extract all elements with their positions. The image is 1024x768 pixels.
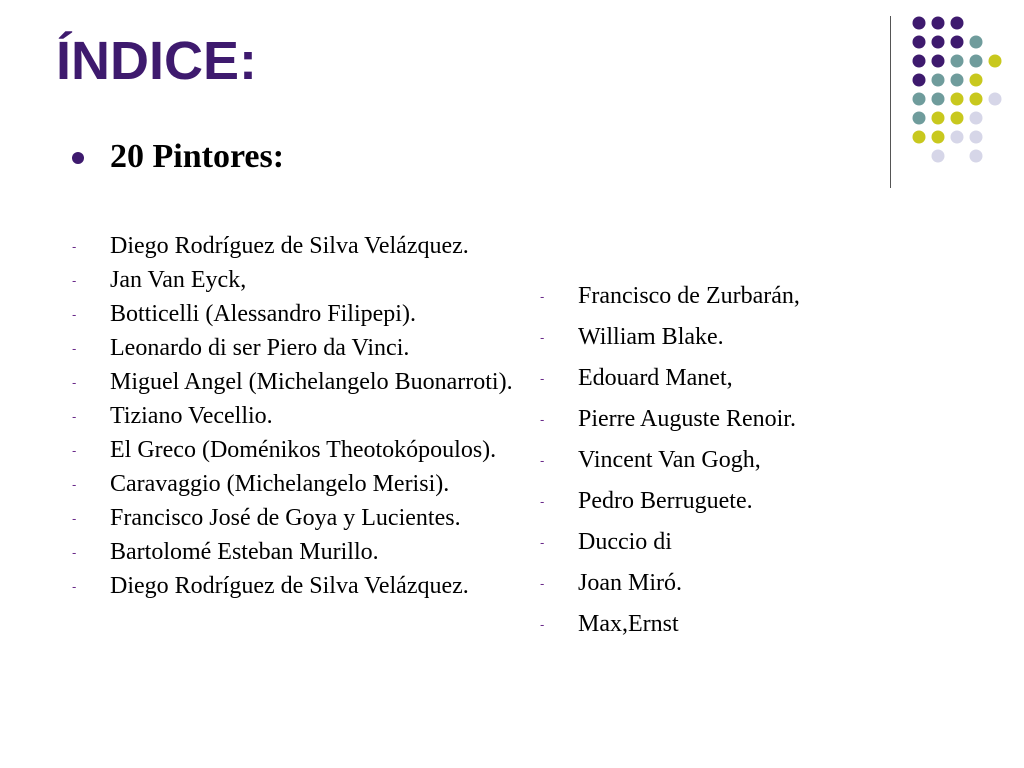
decorative-dot	[913, 55, 926, 68]
painter-name: Edouard Manet,	[578, 365, 733, 391]
painter-name: Max,Ernst	[578, 611, 679, 637]
decorative-dot	[951, 93, 964, 106]
painters-list-left	[72, 233, 522, 607]
decorative-dot	[951, 131, 964, 144]
decorative-dot	[913, 131, 926, 144]
decorative-dot	[970, 36, 983, 49]
painter-name: Vincent Van Gogh,	[578, 447, 761, 473]
decorative-dot	[913, 112, 926, 125]
painter-name: Leonardo di ser Piero da Vinci.	[110, 335, 410, 361]
dash-bullet-icon: -	[540, 494, 545, 509]
dash-bullet-icon: -	[540, 371, 545, 386]
painter-name: Jan Van Eyck,	[110, 267, 247, 293]
decorative-dot	[951, 17, 964, 30]
decorative-dot	[913, 93, 926, 106]
dash-bullet-icon: -	[72, 341, 77, 356]
painter-list-item	[540, 406, 940, 432]
decorative-dot	[932, 112, 945, 125]
painters-list-right	[540, 283, 940, 652]
painter-name: Bartolomé Esteban Murillo.	[110, 539, 379, 565]
decorative-dot	[913, 74, 926, 87]
painter-name: Diego Rodríguez de Silva Velázquez.	[110, 233, 469, 259]
painter-list-item	[72, 369, 522, 395]
dash-bullet-icon: -	[540, 330, 545, 345]
painter-list-item	[72, 505, 522, 531]
painter-list-item	[72, 539, 522, 565]
dash-bullet-icon: -	[540, 535, 545, 550]
painter-list-item	[72, 437, 522, 463]
decorative-dot	[913, 17, 926, 30]
painter-name: Duccio di	[578, 529, 672, 555]
dash-bullet-icon: -	[72, 545, 77, 560]
painter-list-item	[540, 324, 940, 350]
decorative-dot	[989, 93, 1002, 106]
painter-list-item	[540, 283, 940, 309]
painter-list-item	[540, 488, 940, 514]
painter-list-item	[72, 335, 522, 361]
painter-list-item	[72, 573, 522, 599]
painter-name: Diego Rodríguez de Silva Velázquez.	[110, 573, 469, 599]
dash-bullet-icon: -	[540, 576, 545, 591]
decorative-dot	[913, 36, 926, 49]
dash-bullet-icon: -	[72, 409, 77, 424]
painter-list-item	[540, 365, 940, 391]
painter-name: Miguel Angel (Michelangelo Buonarroti).	[110, 369, 513, 395]
main-bullet	[72, 137, 284, 177]
dash-bullet-icon: -	[72, 511, 77, 526]
vertical-divider	[890, 16, 891, 188]
painter-name: William Blake.	[578, 324, 724, 350]
dash-bullet-icon: -	[72, 239, 77, 254]
decorative-dot	[970, 93, 983, 106]
painter-list-item	[72, 471, 522, 497]
decorative-dot	[932, 55, 945, 68]
decorative-dot	[970, 112, 983, 125]
painter-name: Pedro Berruguete.	[578, 488, 753, 514]
dash-bullet-icon: -	[72, 477, 77, 492]
decorative-dot	[989, 55, 1002, 68]
painter-name: Francisco de Zurbarán,	[578, 283, 800, 309]
decorative-dot	[932, 93, 945, 106]
painter-name: Pierre Auguste Renoir.	[578, 406, 796, 432]
decorative-dot	[951, 55, 964, 68]
painter-list-item	[540, 611, 940, 637]
decorative-dot	[951, 74, 964, 87]
dash-bullet-icon: -	[540, 412, 545, 427]
painter-list-item	[72, 233, 522, 259]
painter-list-item	[540, 529, 940, 555]
decorative-dot	[970, 131, 983, 144]
decorative-dot	[970, 55, 983, 68]
bullet-disc-icon	[72, 152, 84, 164]
decorative-dot	[932, 74, 945, 87]
painter-name: Joan Miró.	[578, 570, 682, 596]
painter-name: Francisco José de Goya y Lucientes.	[110, 505, 461, 531]
painter-name: Botticelli (Alessandro Filipepi).	[110, 301, 416, 327]
decorative-dot	[970, 74, 983, 87]
painter-list-item	[72, 301, 522, 327]
decorative-dot	[932, 131, 945, 144]
slide-title: ÍNDICE:	[56, 31, 257, 91]
painter-list-item	[72, 267, 522, 293]
dash-bullet-icon: -	[72, 443, 77, 458]
dash-bullet-icon: -	[540, 289, 545, 304]
dash-bullet-icon: -	[540, 453, 545, 468]
painter-name: El Greco (Doménikos Theotokópoulos).	[110, 437, 497, 463]
painter-name: Tiziano Vecellio.	[110, 403, 273, 429]
painter-list-item	[72, 403, 522, 429]
decorative-dot	[932, 150, 945, 163]
painter-list-item	[540, 447, 940, 473]
dash-bullet-icon: -	[72, 307, 77, 322]
decorative-dot	[932, 36, 945, 49]
painter-list-item	[540, 570, 940, 596]
dash-bullet-icon: -	[72, 579, 77, 594]
decorative-dot	[932, 17, 945, 30]
dash-bullet-icon: -	[72, 273, 77, 288]
main-bullet-text: 20 Pintores:	[110, 138, 285, 175]
decorative-dot	[951, 112, 964, 125]
dash-bullet-icon: -	[540, 617, 545, 632]
decorative-dot	[970, 150, 983, 163]
painter-name: Caravaggio (Michelangelo Merisi).	[110, 471, 450, 497]
dash-bullet-icon: -	[72, 375, 77, 390]
decorative-dot	[951, 36, 964, 49]
